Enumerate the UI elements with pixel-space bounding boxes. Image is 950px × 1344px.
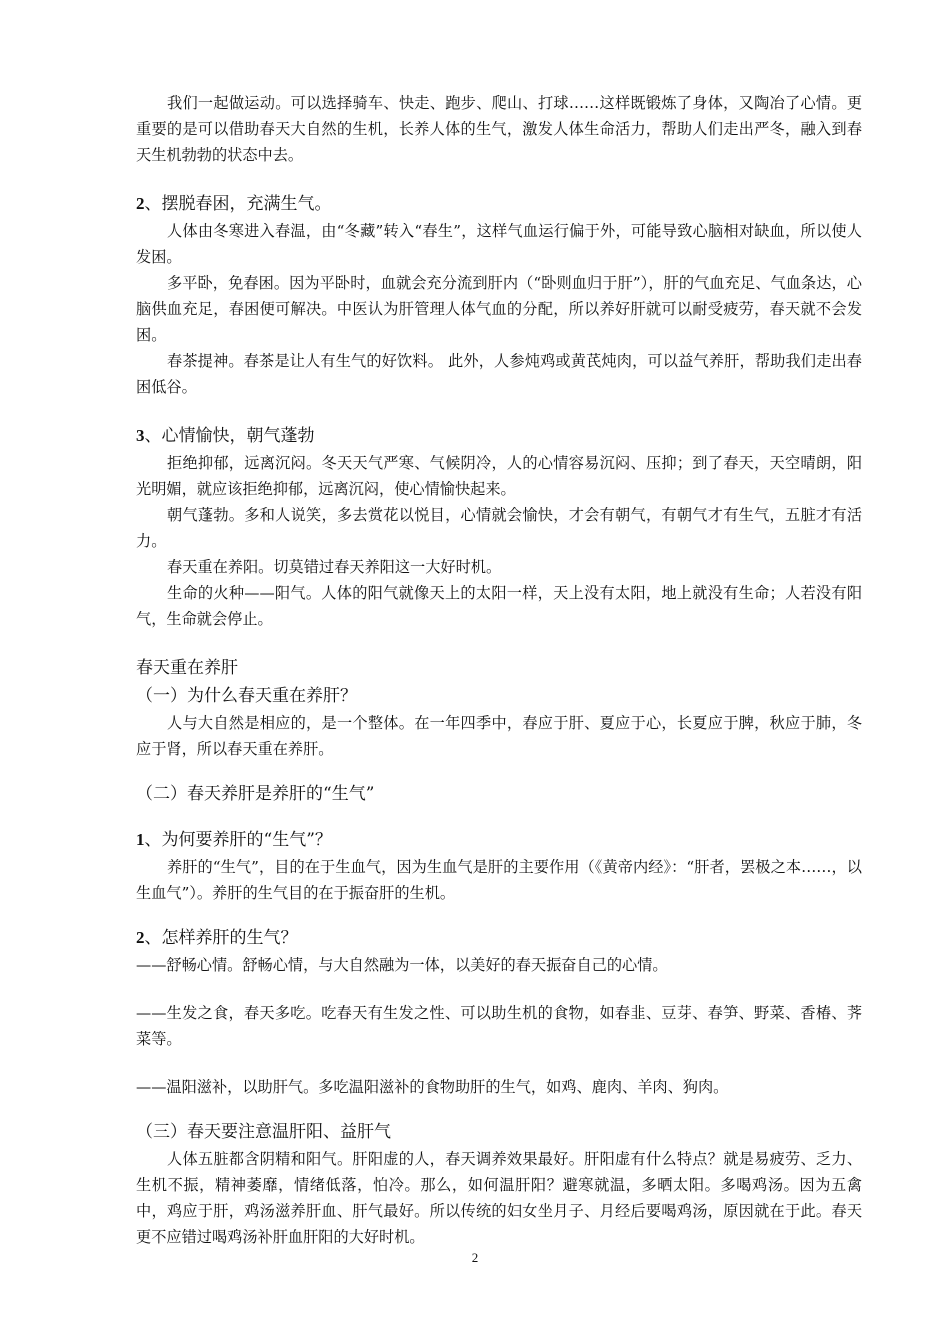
heading-liver: 春天重在养肝 [136, 658, 238, 678]
list-item: ——温阳滋补，以助肝气。多吃温阳滋补的食物助肝的生气，如鸡、鹿肉、羊肉、狗肉。 [136, 1078, 729, 1096]
paragraph: 生命的火种——阳气。人体的阳气就像天上的太阳一样，天上没有太阳，地上就没有生命；人若没有阳气，生命就会停止。 [136, 584, 862, 628]
paragraph: 人与大自然是相应的，是一个整体。在一年四季中，春应于肝、夏应于心，长夏应于脾，秋应于肺，冬应于肾，所以春天重在养肝。 [136, 714, 862, 758]
paragraph: 朝气蓬勃。多和人说笑，多去赏花以悦目，心情就会愉快，才会有朝气，有朝气才有生气，五脏才有活力。 [136, 506, 862, 550]
subheading-q2: （二）春天养肝是养肝的“生气” [136, 784, 375, 804]
list-item: ——舒畅心情。舒畅心情，与大自然融为一体，以美好的春天振奋自己的心情。 [136, 956, 668, 974]
subheading-q3: （三）春天要注意温肝阳、益肝气 [136, 1122, 391, 1142]
page-number: 2 [471, 1250, 479, 1265]
section-number: 2 [136, 194, 145, 213]
section-number: 3 [136, 426, 145, 445]
paragraph: 人体由冬寒进入春温，由“冬藏”转入“春生”，这样气血运行偏于外，可能导致心脑相对缺血，所以使人发困。 [136, 222, 862, 266]
list-item: ——生发之食，春天多吃。吃春天有生发之性、可以助生机的食物，如春韭、豆芽、春笋、野菜、香椿、荠菜等。 [136, 1004, 862, 1048]
section-heading-2 [136, 190, 862, 218]
paragraph-exercise: 我们一起做运动。可以选择骑车、快走、跑步、爬山、打球……这样既锻炼了身体，又陶冶了心情。更重要的是可以借助春天大自然的生机，长养人体的生气，激发人体生命活力，帮助人们走出严冬，融入到春天生机勃勃的状态中去。 [136, 94, 862, 164]
section-title: 、摆脱春困，充满生气。 [144, 194, 332, 214]
subsection-heading-2 [136, 924, 862, 952]
paragraph: 拒绝抑郁，远离沉闷。冬天天气严寒、气候阴冷，人的心情容易沉闷、压抑；到了春天，天空晴朗，阳光明媚，就应该拒绝抑郁，远离沉闷，使心情愉快起来。 [136, 454, 862, 498]
paragraph: 春茶提神。春茶是让人有生气的好饮料。 此外，人参炖鸡或黄芪炖肉，可以益气养肝，帮助我们走出春困低谷。 [136, 352, 862, 396]
paragraph: 春天重在养阳。切莫错过春天养阳这一大好时机。 [167, 558, 502, 576]
section-number: 2 [136, 928, 145, 947]
paragraph: 养肝的“生气”，目的在于生血气，因为生血气是肝的主要作用（《黄帝内经》：“肝者，罢极之本……，以生血气”）。养肝的生气目的在于振奋肝的生机。 [136, 858, 862, 902]
section-title: 、心情愉快，朝气蓬勃 [144, 426, 315, 446]
section-title: 、怎样养肝的生气？ [144, 928, 298, 948]
paragraph: 多平卧，免春困。因为平卧时，血就会充分流到肝内（“卧则血归于肝”），肝的气血充足、气血条达，心脑供血充足，春困便可解决。中医认为肝管理人体气血的分配，所以养好肝就可以耐受疲劳，春天就不会发困。 [136, 274, 862, 344]
section-heading-3 [136, 422, 862, 450]
section-title: 、为何要养肝的“生气”？ [144, 830, 332, 850]
paragraph: 人体五脏都含阴精和阳气。肝阳虚的人，春天调养效果最好。肝阳虚有什么特点？就是易疲劳、乏力、生机不振，精神萎靡，情绪低落，怕冷。那么，如何温肝阳？避寒就温，多晒太阳。多喝鸡汤。因为五禽中，鸡应于肝，鸡汤滋养肝血、肝气最好。所以传统的妇女坐月子、月经后要喝鸡汤，原因就在于此。春天更不应错过喝鸡汤补肝血肝阳的大好时机。 [136, 1150, 862, 1246]
subsection-heading-1 [136, 826, 862, 854]
section-number: 1 [136, 830, 145, 849]
subheading-q1: （一）为什么春天重在养肝？ [136, 686, 357, 706]
document-page [136, 90, 862, 1250]
